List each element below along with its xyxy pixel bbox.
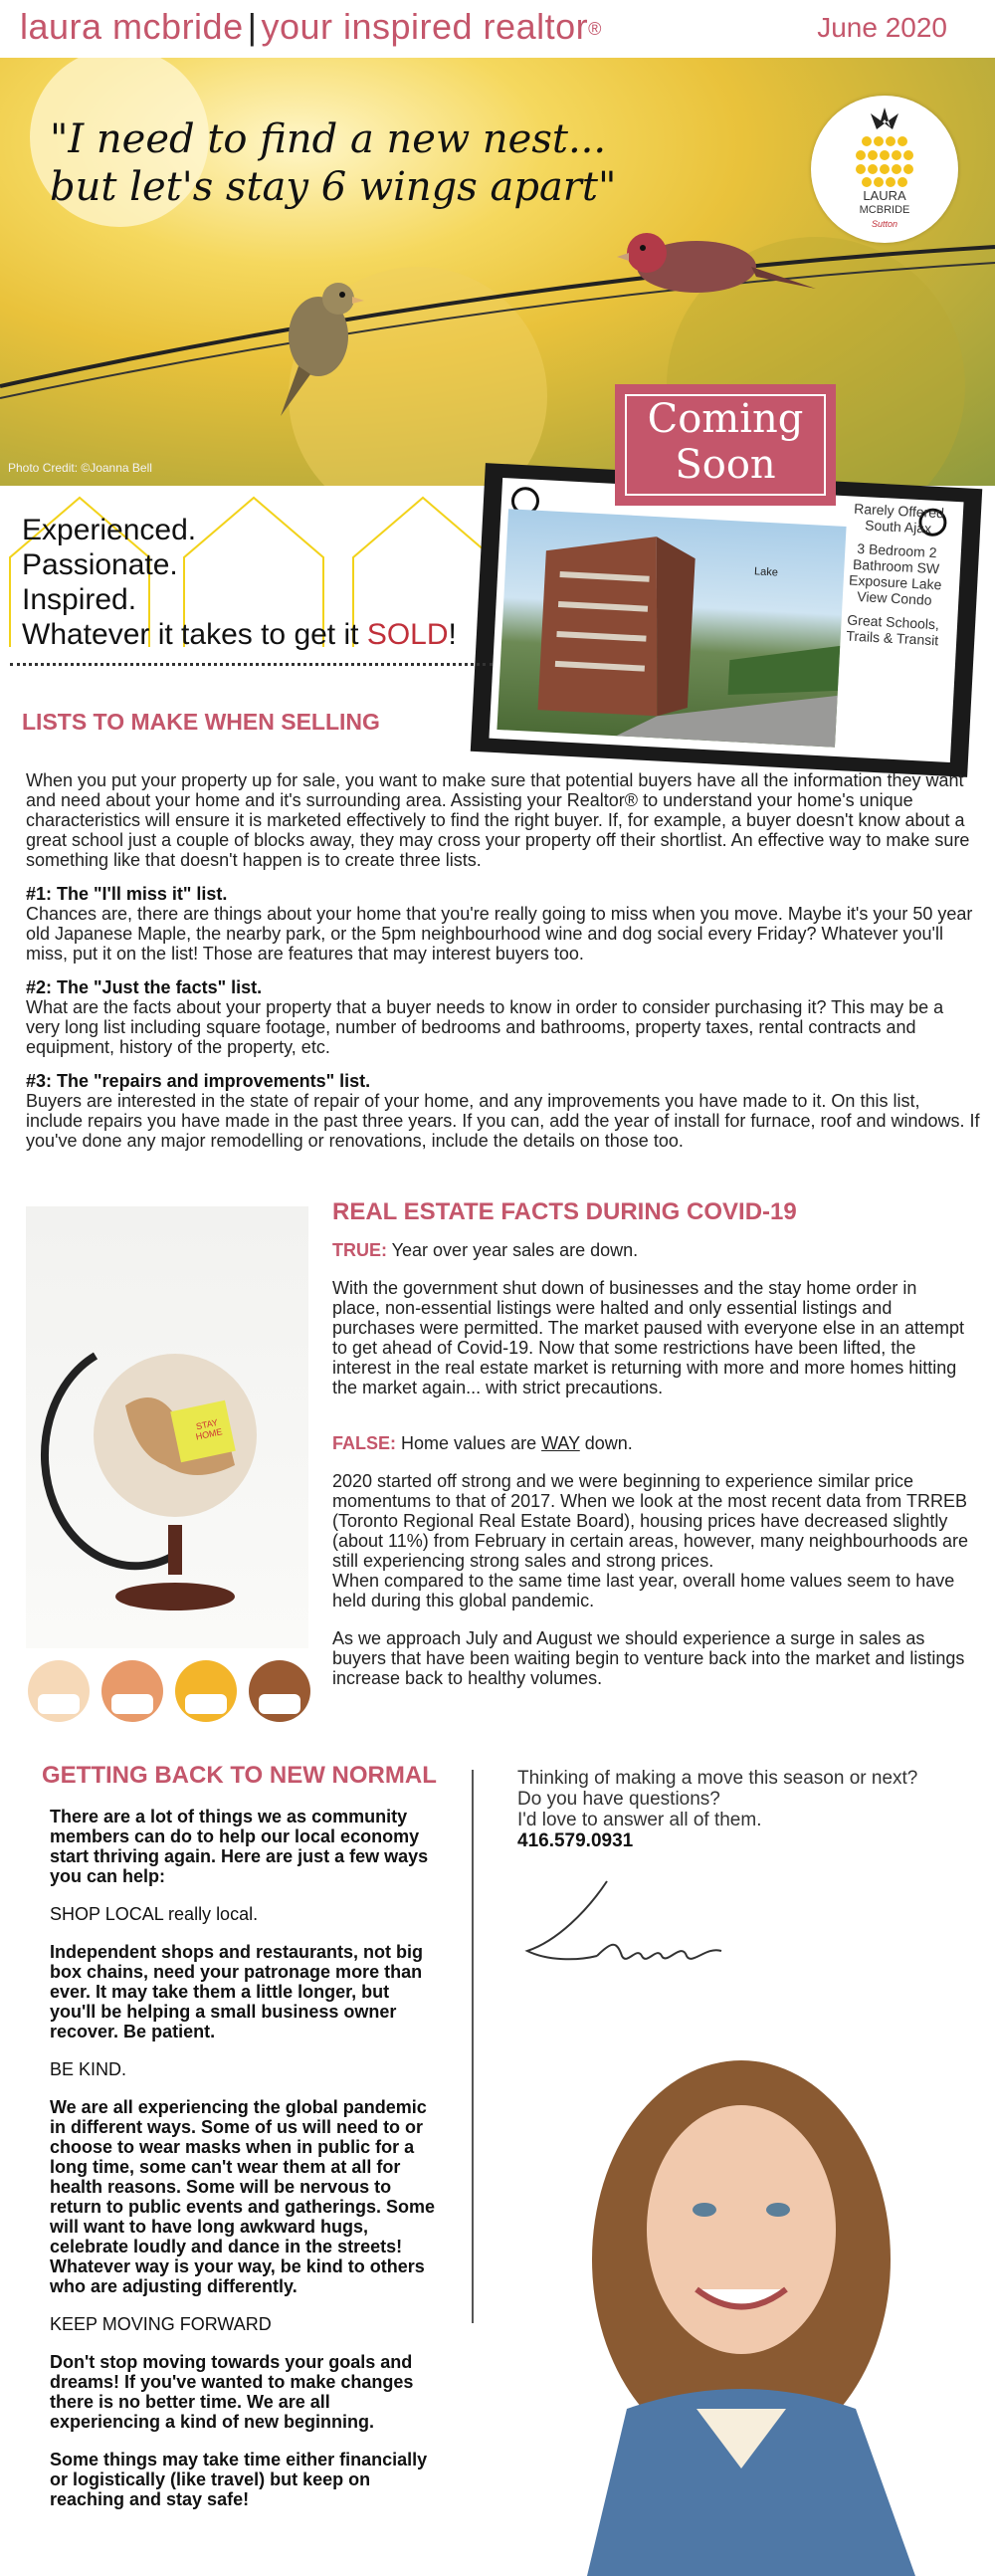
- globe-photo: [26, 1206, 308, 1648]
- realtor-portrait: [448, 2011, 995, 2576]
- new-normal-para-4: Some things may take time either financially or logistically (like travel) but keep on reaching and stay safe!: [50, 2450, 428, 2509]
- new-normal-body: [50, 1807, 438, 2527]
- lists-intro: When you put your property up for sale, you want to make sure that potential buyers have all the information they want and need about your home and it's surrounding area. Assisting your Realtor® to understand your home's unique characteristics will ensure it is marketed effectively to find the right buyer. If, for example, a buyer doesn't know about a great school just a couple of blocks away, they may cross your property off their shortlist. An effective way to make sure something like that doesn't happen is to create three lists.: [26, 770, 970, 870]
- listing-detail-1: Rarely Offered South Ajax: [853, 500, 945, 537]
- listing-detail-2: 3 Bedroom 2 Bathroom SW Exposure Lake View Condo: [848, 539, 942, 608]
- list-item: [26, 884, 981, 964]
- masked-face-icon: [28, 1660, 90, 1722]
- new-normal-para-2: We are all experiencing the global pandemic in different ways. Some of us will need to or choose to wear masks when in public for a long time, some can't wear them at all for health reasons. Some will be nervous to return to public events and gatherings. Some will want to have long awkward hugs, celebrate loudly and dance in the streets! Whatever way is your way, be kind to others who are adjusting differently.: [50, 2097, 436, 2296]
- list-item-text: Chances are, there are things about your home that you're really going to miss when you move. Maybe it's your 50 year old Japanese Maple, the nearby park, or the 5pm neighbourhood wine and dog social every Friday? Whatever you'll miss, put it on the list! Those are features that may interest buyers too.: [26, 904, 973, 964]
- condo-building-illustration: [497, 509, 846, 747]
- logo-name-first: LAURA: [863, 188, 906, 203]
- new-normal-heading-1: SHOP LOCAL really local.: [50, 1904, 259, 1924]
- true-label: TRUE:: [332, 1240, 387, 1260]
- brand-name: laura mcbride: [20, 6, 244, 47]
- pineapple-logo-icon: [845, 106, 924, 189]
- photo-credit: Photo Credit: ©Joanna Bell: [8, 461, 152, 475]
- list-item: [26, 977, 981, 1057]
- lists-section-body: [26, 770, 981, 1165]
- list-item: [26, 1071, 981, 1151]
- hero-image: [0, 58, 995, 486]
- false-text-emphasis: WAY: [541, 1433, 580, 1453]
- coming-soon-line2: Soon: [675, 442, 776, 488]
- contact-line2: Do you have questions?: [517, 1789, 720, 1810]
- globe-illustration: [26, 1206, 308, 1648]
- masked-face-icon: [101, 1660, 163, 1722]
- masked-face-icon: [249, 1660, 310, 1722]
- portrait-illustration: [448, 2011, 995, 2576]
- logo-name-last: MCBRIDE: [859, 204, 910, 216]
- new-normal-para-1: Independent shops and restaurants, not big box chains, need your patronage more than ever. It may take them a little longer, but you'll be helping a small business owner recover. Be patient.: [50, 1942, 424, 2041]
- covid-section-title: REAL ESTATE FACTS DURING COVID-19: [332, 1198, 797, 1225]
- condo-photo: [497, 509, 846, 747]
- slogan-line4: [22, 617, 457, 652]
- listing-details: [832, 500, 959, 657]
- list-item-heading: #2: The "Just the facts" list.: [26, 977, 263, 997]
- brand-title: [20, 6, 602, 48]
- slogan-line2: Passionate.: [22, 548, 178, 581]
- coming-soon-text: [625, 394, 826, 496]
- list-item-text: What are the facts about your property that a buyer needs to know in order to consider purchasing it? This may be a very long list including square footage, number of bedrooms and bathrooms, property taxes, rental contracts and equipment, history of the property, etc.: [26, 997, 944, 1057]
- lists-section-title: LISTS TO MAKE WHEN SELLING: [22, 709, 380, 735]
- covid-section-body: [332, 1240, 969, 1706]
- hero-quote: [50, 115, 616, 211]
- new-normal-heading-2: BE KIND.: [50, 2059, 127, 2079]
- logo-name: [811, 189, 958, 231]
- contact-line1: Thinking of making a move this season or next?: [517, 1768, 918, 1789]
- false-label: FALSE:: [332, 1433, 397, 1453]
- false-text-a: Home values are: [396, 1433, 542, 1453]
- new-normal-intro: There are a lot of things we as community members can do to help our local economy start thriving again. Here are just a few ways you can help:: [50, 1807, 429, 1886]
- slogan-line1: Experienced.: [22, 514, 197, 546]
- contact-block: [517, 1768, 955, 1851]
- slogan-line4-prefix: Whatever it takes to get it: [22, 618, 367, 651]
- sticky-note-text: STAY HOME: [194, 1416, 224, 1442]
- list-item-text: Buyers are interested in the state of repair of your home, and any improvements you have made to it. On this list, include repairs you have made in the past three years. If you can, add the year of install for furnace, roof and windows. If you've done any major remodelling or renovations, include the details on those too.: [26, 1091, 980, 1151]
- masked-faces-row: [28, 1660, 316, 1730]
- new-normal-title: GETTING BACK TO NEW NORMAL: [42, 1762, 437, 1789]
- new-normal-heading-3: KEEP MOVING FORWARD: [50, 2314, 272, 2334]
- slogan-sold: SOLD: [366, 618, 449, 651]
- hero-quote-line1: "I need to find a new nest...: [50, 116, 607, 162]
- brokerage-badge: Sutton: [871, 219, 898, 229]
- list-item-heading: #1: The "I'll miss it" list.: [26, 884, 228, 904]
- listing-detail-3: Great Schools, Trails & Transit: [846, 611, 940, 649]
- covid-false-statement: [332, 1433, 969, 1453]
- contact-line3: I'd love to answer all of them.: [517, 1810, 762, 1830]
- signature-image: [517, 1871, 746, 1981]
- issue-date: June 2020: [817, 12, 947, 43]
- header: [0, 0, 995, 58]
- masked-face-icon: [175, 1660, 237, 1722]
- true-text: Year over year sales are down.: [387, 1240, 639, 1260]
- brand-tagline: your inspired realtor: [261, 6, 589, 47]
- covid-outlook: As we approach July and August we should experience a surge in sales as buyers that have been waiting begin to venture back into the market and listings increase back to healthy volumes.: [332, 1628, 965, 1688]
- coming-soon-line1: Coming: [647, 396, 804, 442]
- covid-false-body1: 2020 started off strong and we were beginning to experience similar price momentums to that of 2017. When we look at the most recent data from TRREB (Toronto Regional Real Estate Board), housing prices have decreased slightly (about 11%) from February in certain areas, however, many neighbourhoods are still experiencing strong sales and strong prices.: [332, 1471, 969, 1571]
- covid-true-body: With the government shut down of businesses and the stay home order in place, non-essential listings were halted and only essential listings and purchases were permitted. The market paused with everyone else in an attempt to get ahead of Covid-19. Now that some restrictions have been lifted, the interest in the real estate market is returning with more and more homes hitting the market again... with strict precautions.: [332, 1278, 965, 1397]
- list-item-heading: #3: The "repairs and improvements" list.: [26, 1071, 371, 1091]
- realtor-logo: [811, 96, 958, 243]
- registered-mark: ®: [588, 18, 602, 39]
- brand-separator: |: [247, 6, 258, 47]
- slogan-line4-suffix: !: [448, 618, 457, 651]
- phone-number[interactable]: 416.579.0931: [517, 1830, 634, 1851]
- slogan: [22, 513, 457, 652]
- new-normal-para-3: Don't stop moving towards your goals and dreams! If you've wanted to make changes there is no better time. We are all experiencing a kind of new beginning.: [50, 2352, 414, 2432]
- dotted-divider: [10, 663, 493, 666]
- covid-true-statement: [332, 1240, 969, 1260]
- false-text-c: down.: [579, 1433, 633, 1453]
- lake-label: Lake: [753, 565, 779, 579]
- coming-soon-badge: [615, 384, 836, 506]
- slogan-line3: Inspired.: [22, 583, 137, 616]
- covid-false-body2: When compared to the same time last year, overall home values seem to have held during this global pandemic.: [332, 1571, 955, 1610]
- hero-quote-line2: but let's stay 6 wings apart": [50, 164, 617, 210]
